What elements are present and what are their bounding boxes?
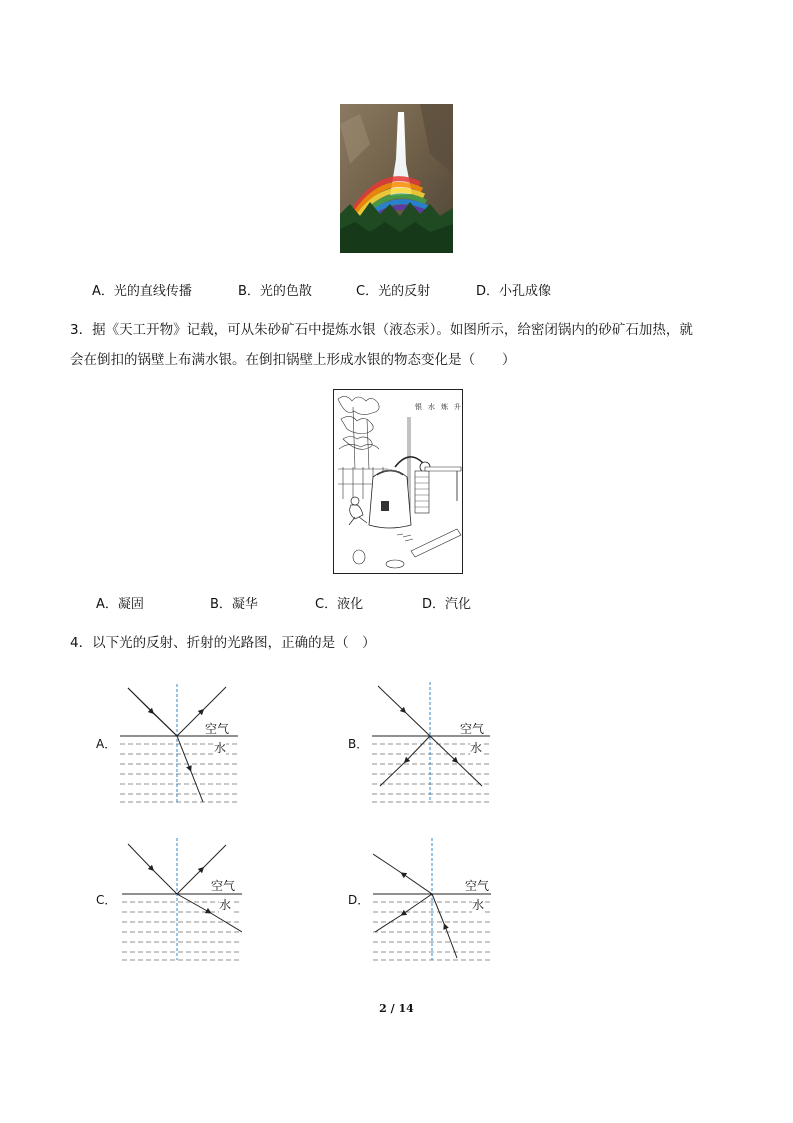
- diagram-d-air-label: 空气: [465, 879, 490, 893]
- diagram-b-water-label: 水: [470, 741, 483, 755]
- mercury-refining-woodcut: [333, 389, 463, 574]
- q4-question: 4．以下光的反射、折射的光路图，正确的是（ ）: [70, 635, 376, 651]
- svg-text:银: 银: [415, 403, 422, 411]
- diagram-d-letter: D．: [348, 893, 370, 907]
- diagram-a-water-label: 水: [214, 741, 227, 755]
- q3-question-line2: 会在倒扣的锅壁上布满水银。在倒扣锅壁上形成水银的物态变化是（ ）: [70, 352, 516, 368]
- q2-option-d: D．小孔成像: [476, 284, 552, 299]
- q2-option-c: C．光的反射: [356, 284, 431, 299]
- svg-text:水: 水: [428, 403, 435, 411]
- diagram-c-letter: C．: [96, 893, 117, 907]
- diagram-c-air-label: 空气: [211, 879, 236, 893]
- q3-question-line1: 3．据《天工开物》记载，可从朱砂矿石中提炼水银（液态汞）。如图所示，给密闭锅内的砂矿石加热，就: [70, 322, 693, 338]
- diagram-b-air-label: 空气: [460, 722, 485, 736]
- q3-option-a: A．凝固: [96, 597, 144, 612]
- q3-option-b: B．凝华: [210, 597, 258, 612]
- waterfall-rainbow-image: [340, 104, 453, 253]
- diagram-d-water-label: 水: [472, 898, 485, 912]
- q3-option-c: C．液化: [315, 597, 364, 612]
- q2-option-a: A．光的直线传播: [92, 284, 192, 299]
- q3-option-d: D．汽化: [422, 597, 472, 612]
- diagram-a-air-label: 空气: [205, 722, 230, 736]
- svg-text:升: 升: [454, 403, 461, 411]
- svg-text:炼: 炼: [441, 403, 448, 411]
- diagram-a-letter: A．: [96, 737, 117, 751]
- page-number: 2 / 14: [379, 1002, 414, 1015]
- q2-option-b: B．光的色散: [238, 284, 312, 299]
- diagram-b-letter: B．: [348, 737, 369, 751]
- diagram-c-water-label: 水: [219, 898, 232, 912]
